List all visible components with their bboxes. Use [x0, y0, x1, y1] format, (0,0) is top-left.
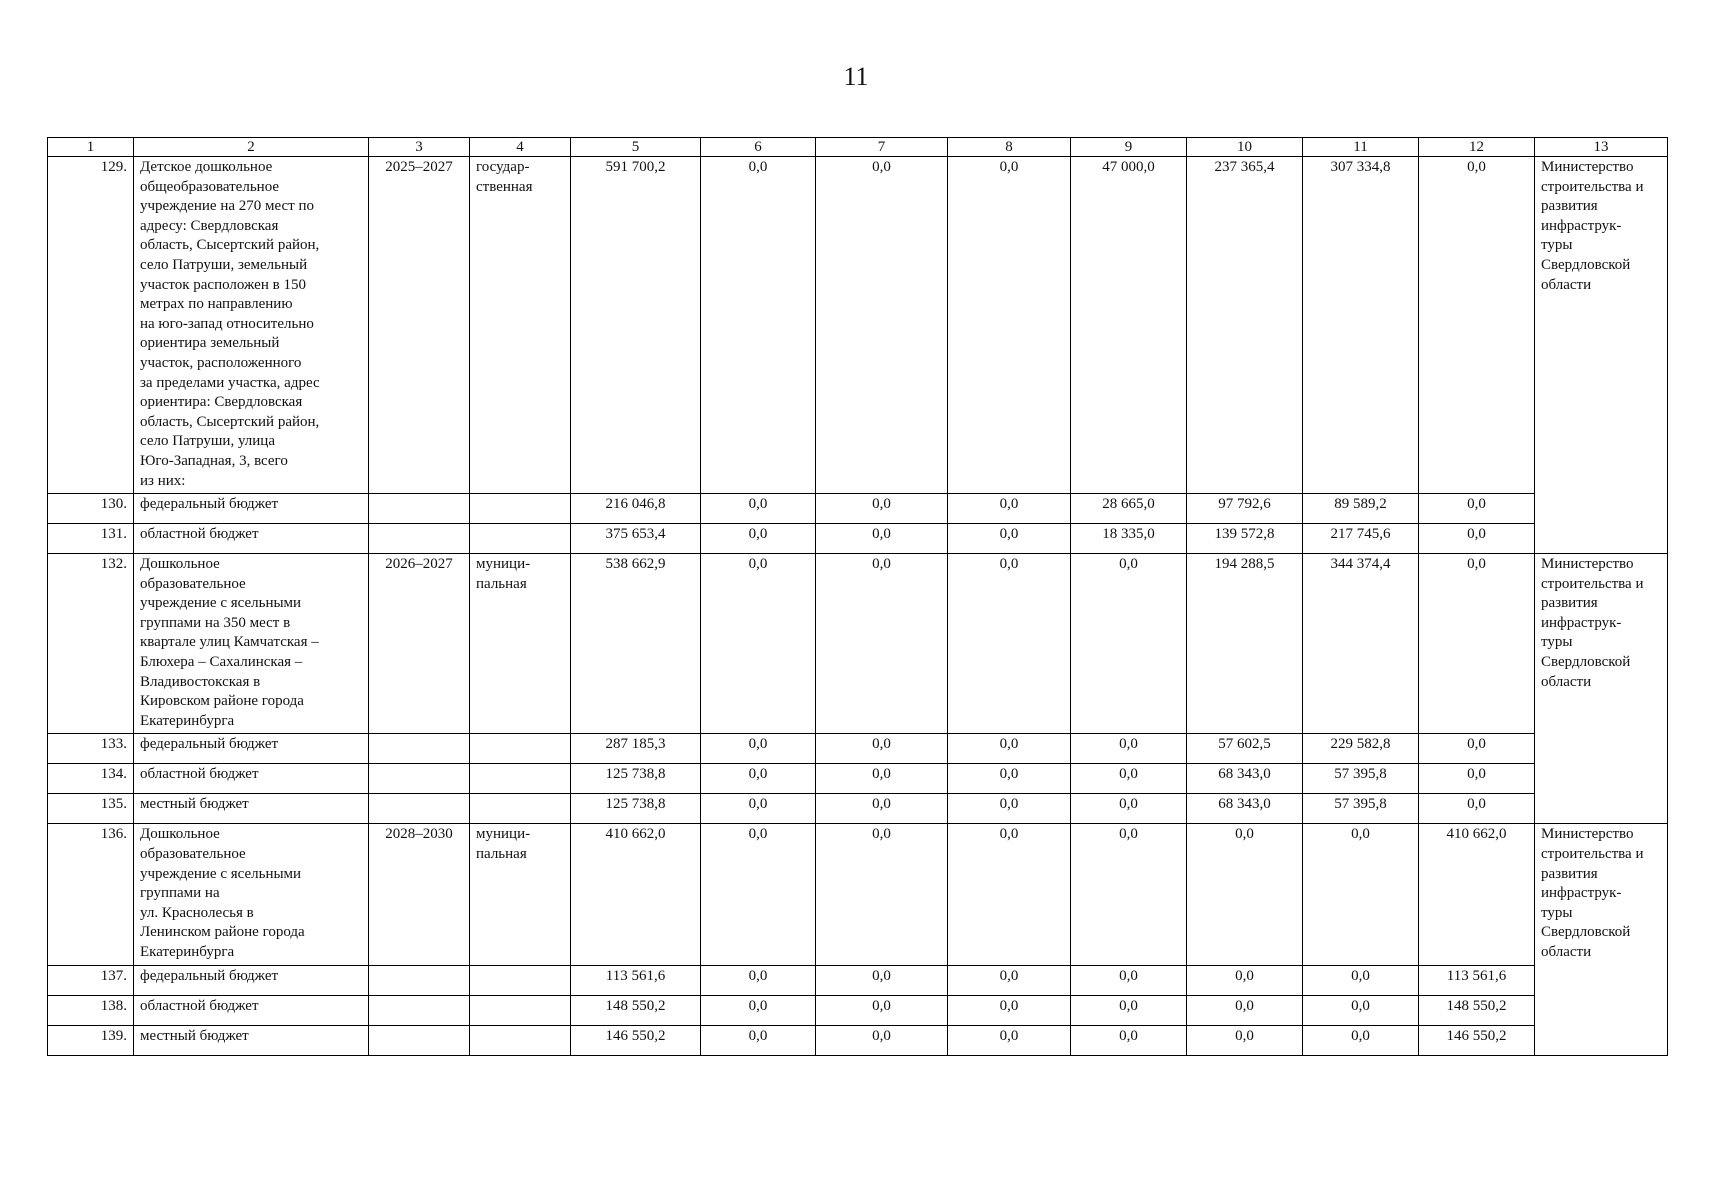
amount-cell: 0,0	[948, 764, 1071, 794]
amount-cell: 0,0	[1187, 824, 1303, 965]
ownership-type-line: пальная	[476, 575, 527, 592]
table-row	[48, 554, 1668, 734]
responsible-executor-line: области	[1541, 276, 1592, 293]
amount-cell: 125 738,8	[571, 794, 701, 824]
ownership-type	[470, 965, 571, 995]
table-row	[48, 157, 1668, 494]
table-row-subtotal	[48, 794, 1668, 824]
row-number: 137.	[48, 965, 134, 995]
amount-cell: 0,0	[1419, 554, 1535, 734]
amount-cell: 410 662,0	[571, 824, 701, 965]
column-number-cell: 8	[948, 138, 1071, 157]
amount-cell: 194 288,5	[1187, 554, 1303, 734]
amount-cell: 125 738,8	[571, 764, 701, 794]
column-number-cell: 6	[701, 138, 816, 157]
ownership-type	[470, 794, 571, 824]
amount-cell: 0,0	[948, 965, 1071, 995]
column-number-cell: 7	[816, 138, 948, 157]
amount-cell: 0,0	[701, 995, 816, 1025]
responsible-executor-line: Министерство	[1541, 556, 1634, 573]
implementation-years	[369, 524, 470, 554]
object-name-line: Екатеринбурга	[140, 712, 235, 729]
responsible-executor	[1535, 824, 1668, 1055]
amount-cell: 0,0	[816, 734, 948, 764]
amount-cell: 0,0	[701, 965, 816, 995]
responsible-executor-line: Свердловской	[1541, 654, 1631, 671]
object-name	[134, 794, 369, 824]
column-number-cell: 13	[1535, 138, 1668, 157]
responsible-executor-line: области	[1541, 944, 1592, 960]
ownership-type-line: муници-	[476, 826, 531, 843]
object-name	[134, 824, 369, 965]
amount-cell: 113 561,6	[1419, 965, 1535, 995]
table-row-subtotal	[48, 995, 1668, 1025]
ownership-type	[470, 764, 571, 794]
amount-cell: 375 653,4	[571, 524, 701, 554]
responsible-executor-line: Свердловской	[1541, 924, 1631, 941]
row-number: 130.	[48, 494, 134, 524]
row-number: 134.	[48, 764, 134, 794]
ownership-type-line: ственная	[476, 178, 533, 195]
column-number-cell: 4	[470, 138, 571, 157]
amount-cell: 0,0	[1187, 965, 1303, 995]
column-number-cell: 2	[134, 138, 369, 157]
object-name-line: Екатеринбурга	[140, 944, 235, 960]
object-name	[134, 554, 369, 734]
amount-cell: 0,0	[1303, 995, 1419, 1025]
row-number: 132.	[48, 554, 134, 734]
implementation-years	[369, 734, 470, 764]
object-name-line: Блюхера – Сахалинская –	[140, 654, 303, 671]
amount-cell: 0,0	[1071, 995, 1187, 1025]
responsible-executor-line: туры	[1541, 237, 1573, 254]
amount-cell: 0,0	[816, 794, 948, 824]
responsible-executor-line: инфраструк-	[1541, 614, 1622, 631]
ownership-type	[470, 824, 571, 965]
row-number: 129.	[48, 157, 134, 494]
amount-cell: 0,0	[1419, 734, 1535, 764]
object-name-line: метрах по направлению	[140, 296, 293, 313]
responsible-executor-line: туры	[1541, 904, 1573, 921]
amount-cell: 57 602,5	[1187, 734, 1303, 764]
row-number: 138.	[48, 995, 134, 1025]
object-name-line: ориентира земельный	[140, 335, 280, 352]
amount-cell: 0,0	[816, 965, 948, 995]
ownership-type	[470, 1025, 571, 1055]
amount-cell: 0,0	[1303, 824, 1419, 965]
object-name-line: областной бюджет	[140, 766, 259, 783]
amount-cell: 0,0	[1419, 157, 1535, 494]
amount-cell: 0,0	[816, 554, 948, 734]
amount-cell: 0,0	[1071, 965, 1187, 995]
ownership-type	[470, 995, 571, 1025]
object-name-line: за пределами участка, адрес	[140, 374, 320, 391]
responsible-executor	[1535, 554, 1668, 824]
column-number-cell: 3	[369, 138, 470, 157]
amount-cell: 0,0	[948, 1025, 1071, 1055]
object-name-line: из них:	[140, 472, 186, 489]
ownership-type	[470, 734, 571, 764]
ownership-type-line: пальная	[476, 846, 527, 863]
column-number-cell: 10	[1187, 138, 1303, 157]
object-name-line: участок, расположенного	[140, 354, 302, 371]
object-name-line: Дошкольное	[140, 826, 220, 843]
object-name-line: федеральный бюджет	[140, 736, 279, 753]
object-name	[134, 1025, 369, 1055]
responsible-executor-line: инфраструк-	[1541, 885, 1622, 902]
amount-cell: 139 572,8	[1187, 524, 1303, 554]
implementation-years: 2025–2027	[369, 157, 470, 494]
amount-cell: 0,0	[948, 157, 1071, 494]
object-name-line: Юго-Западная, 3, всего	[140, 452, 288, 469]
object-name-line: село Патруши, земельный	[140, 256, 308, 273]
amount-cell: 0,0	[1419, 794, 1535, 824]
amount-cell: 344 374,4	[1303, 554, 1419, 734]
object-name-line: областной бюджет	[140, 997, 259, 1014]
object-name	[134, 524, 369, 554]
object-name	[134, 494, 369, 524]
object-name	[134, 965, 369, 995]
object-name-line: группами на	[140, 885, 220, 902]
table-row-subtotal	[48, 494, 1668, 524]
object-name-line: учреждение с ясельными	[140, 865, 302, 882]
amount-cell: 0,0	[1419, 764, 1535, 794]
amount-cell: 0,0	[1071, 764, 1187, 794]
amount-cell: 0,0	[701, 524, 816, 554]
object-name	[134, 734, 369, 764]
object-name-line: область, Сысертский район,	[140, 413, 320, 430]
responsible-executor-line: развития	[1541, 198, 1598, 215]
responsible-executor-line: строительства и	[1541, 178, 1644, 195]
responsible-executor-line: строительства и	[1541, 846, 1644, 863]
column-number-row	[48, 138, 1668, 157]
amount-cell: 148 550,2	[571, 995, 701, 1025]
column-number-cell: 9	[1071, 138, 1187, 157]
object-name-line: Дошкольное	[140, 556, 220, 573]
amount-cell: 146 550,2	[571, 1025, 701, 1055]
object-name-line: местный бюджет	[140, 796, 249, 813]
amount-cell: 0,0	[816, 157, 948, 494]
amount-cell: 0,0	[1187, 995, 1303, 1025]
row-number: 131.	[48, 524, 134, 554]
table-row-subtotal	[48, 1025, 1668, 1055]
responsible-executor-line: строительства и	[1541, 575, 1644, 592]
implementation-years	[369, 794, 470, 824]
object-name-line: общеобразовательное	[140, 178, 280, 195]
amount-cell: 0,0	[701, 824, 816, 965]
amount-cell: 237 365,4	[1187, 157, 1303, 494]
object-name-line: областной бюджет	[140, 526, 259, 543]
amount-cell: 0,0	[948, 524, 1071, 554]
amount-cell: 0,0	[701, 734, 816, 764]
object-name-line: область, Сысертский район,	[140, 237, 320, 254]
amount-cell: 0,0	[701, 554, 816, 734]
column-number-cell: 1	[48, 138, 134, 157]
object-name-line: Ленинском районе города	[140, 924, 305, 941]
table-row-subtotal	[48, 734, 1668, 764]
implementation-years	[369, 995, 470, 1025]
object-name-line: федеральный бюджет	[140, 496, 279, 513]
responsible-executor-line: Свердловской	[1541, 256, 1631, 273]
amount-cell: 217 745,6	[1303, 524, 1419, 554]
amount-cell: 97 792,6	[1187, 494, 1303, 524]
object-name-line: образовательное	[140, 575, 246, 592]
implementation-years: 2026–2027	[369, 554, 470, 734]
amount-cell: 0,0	[701, 494, 816, 524]
object-name	[134, 995, 369, 1025]
amount-cell: 0,0	[701, 794, 816, 824]
ownership-type	[470, 494, 571, 524]
amount-cell: 57 395,8	[1303, 764, 1419, 794]
table-row	[48, 824, 1668, 965]
object-name-line: участок расположен в 150	[140, 276, 306, 293]
budget-table	[47, 137, 1668, 1056]
row-number: 139.	[48, 1025, 134, 1055]
amount-cell: 0,0	[701, 1025, 816, 1055]
row-number: 133.	[48, 734, 134, 764]
amount-cell: 113 561,6	[571, 965, 701, 995]
amount-cell: 0,0	[948, 494, 1071, 524]
amount-cell: 0,0	[948, 995, 1071, 1025]
amount-cell: 0,0	[1303, 965, 1419, 995]
responsible-executor-line: развития	[1541, 865, 1598, 882]
amount-cell: 287 185,3	[571, 734, 701, 764]
amount-cell: 89 589,2	[1303, 494, 1419, 524]
responsible-executor-line: туры	[1541, 634, 1573, 651]
amount-cell: 68 343,0	[1187, 794, 1303, 824]
column-number-cell: 11	[1303, 138, 1419, 157]
amount-cell: 538 662,9	[571, 554, 701, 734]
object-name-line: федеральный бюджет	[140, 967, 279, 984]
amount-cell: 148 550,2	[1419, 995, 1535, 1025]
object-name-line: местный бюджет	[140, 1027, 249, 1044]
object-name-line: образовательное	[140, 846, 246, 863]
budget-table-body	[48, 138, 1668, 1056]
amount-cell: 0,0	[816, 494, 948, 524]
implementation-years	[369, 965, 470, 995]
amount-cell: 47 000,0	[1071, 157, 1187, 494]
amount-cell: 410 662,0	[1419, 824, 1535, 965]
amount-cell: 0,0	[948, 794, 1071, 824]
amount-cell: 146 550,2	[1419, 1025, 1535, 1055]
amount-cell: 0,0	[701, 157, 816, 494]
amount-cell: 229 582,8	[1303, 734, 1419, 764]
responsible-executor-line: развития	[1541, 595, 1598, 612]
amount-cell: 0,0	[816, 824, 948, 965]
amount-cell: 0,0	[948, 554, 1071, 734]
amount-cell: 68 343,0	[1187, 764, 1303, 794]
amount-cell: 57 395,8	[1303, 794, 1419, 824]
amount-cell: 0,0	[816, 764, 948, 794]
implementation-years	[369, 764, 470, 794]
object-name-line: ориентира: Свердловская	[140, 394, 303, 411]
column-number-cell: 5	[571, 138, 701, 157]
responsible-executor	[1535, 157, 1668, 554]
amount-cell: 216 046,8	[571, 494, 701, 524]
ownership-type-line: государ-	[476, 159, 530, 175]
ownership-type	[470, 157, 571, 494]
amount-cell: 0,0	[1419, 524, 1535, 554]
amount-cell: 0,0	[1419, 494, 1535, 524]
object-name-line: группами на 350 мест в	[140, 614, 291, 631]
responsible-executor-line: инфраструк-	[1541, 217, 1622, 234]
amount-cell: 0,0	[816, 524, 948, 554]
object-name-line: ул. Краснолесья в	[140, 904, 254, 921]
object-name-line: Кировском районе города	[140, 693, 304, 710]
responsible-executor-line: области	[1541, 673, 1592, 690]
amount-cell: 0,0	[1303, 1025, 1419, 1055]
amount-cell: 0,0	[701, 764, 816, 794]
object-name-line: село Патруши, улица	[140, 433, 275, 450]
responsible-executor-line: Министерство	[1541, 159, 1634, 175]
amount-cell: 0,0	[1187, 1025, 1303, 1055]
row-number: 136.	[48, 824, 134, 965]
amount-cell: 0,0	[1071, 554, 1187, 734]
amount-cell: 28 665,0	[1071, 494, 1187, 524]
responsible-executor-line: Министерство	[1541, 826, 1634, 843]
object-name	[134, 157, 369, 494]
implementation-years	[369, 1025, 470, 1055]
amount-cell: 307 334,8	[1303, 157, 1419, 494]
amount-cell: 0,0	[1071, 1025, 1187, 1055]
amount-cell: 0,0	[948, 824, 1071, 965]
ownership-type	[470, 554, 571, 734]
column-number-cell: 12	[1419, 138, 1535, 157]
page-number: 11	[843, 62, 869, 91]
ownership-type-line: муници-	[476, 556, 531, 573]
amount-cell: 0,0	[816, 995, 948, 1025]
object-name-line: Детское дошкольное	[140, 159, 273, 175]
row-number: 135.	[48, 794, 134, 824]
table-row-subtotal	[48, 764, 1668, 794]
table-row-subtotal	[48, 965, 1668, 995]
amount-cell: 0,0	[816, 1025, 948, 1055]
table-row-subtotal	[48, 524, 1668, 554]
ownership-type	[470, 524, 571, 554]
implementation-years: 2028–2030	[369, 824, 470, 965]
implementation-years	[369, 494, 470, 524]
object-name-line: квартале улиц Камчатская –	[140, 634, 319, 651]
object-name-line: учреждение на 270 мест по	[140, 198, 315, 215]
amount-cell: 0,0	[1071, 794, 1187, 824]
object-name-line: Владивостокская в	[140, 673, 261, 690]
amount-cell: 0,0	[948, 734, 1071, 764]
amount-cell: 591 700,2	[571, 157, 701, 494]
object-name	[134, 764, 369, 794]
amount-cell: 18 335,0	[1071, 524, 1187, 554]
object-name-line: учреждение с ясельными	[140, 595, 302, 612]
amount-cell: 0,0	[1071, 824, 1187, 965]
object-name-line: на юго-запад относительно	[140, 315, 314, 332]
object-name-line: адресу: Свердловская	[140, 217, 279, 234]
amount-cell: 0,0	[1071, 734, 1187, 764]
